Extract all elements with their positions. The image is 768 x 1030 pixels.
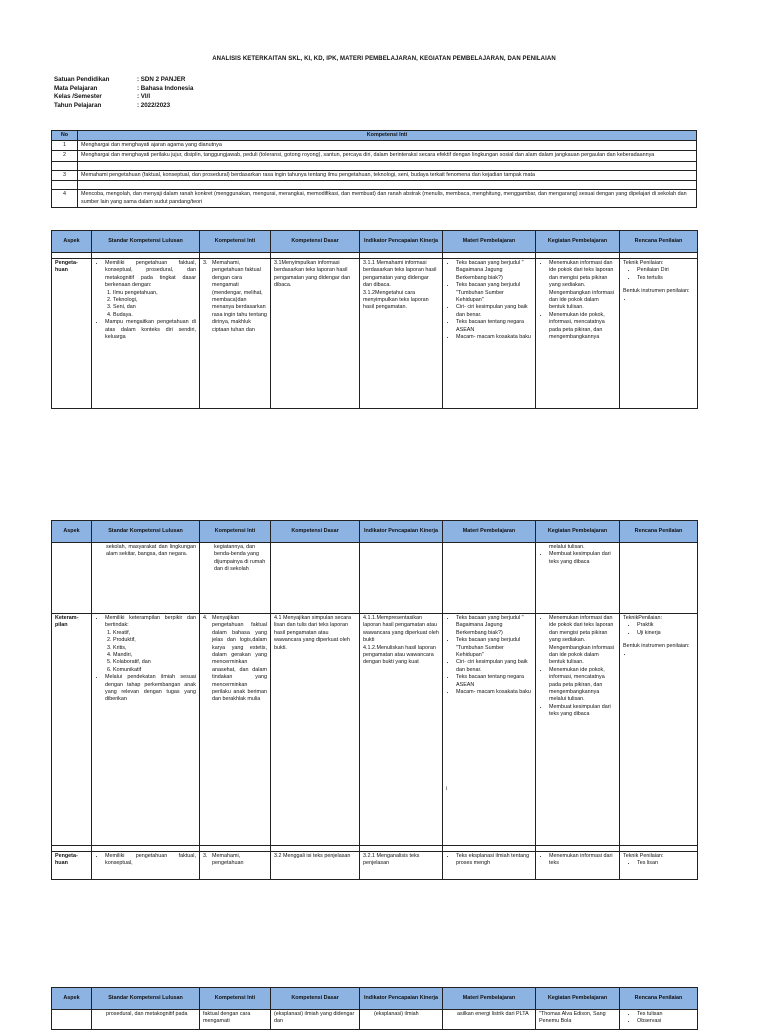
skl-item: • Melalui pendekatan ilmiah sesuai dengan tahap perkembangan anak yang relevan dengan tugas yang diberikan (105, 674, 196, 704)
header-kegiatan: Kegiatan Pembelajaran (536, 231, 620, 253)
cell-ipk (360, 259, 443, 409)
penilaian-item (633, 651, 694, 658)
stray-mark: i (446, 786, 448, 793)
meta-key: Mata Pelajaran (54, 84, 98, 92)
cell-penilaian-cont (620, 1010, 698, 1030)
header-ki: Kompetensi Inti (200, 521, 271, 543)
ki-text: Memahami, pengetahuan faktual dengan cara mengamati (mendengar, melihat, membaca)dan menanya berdasarkan rasa ingin tahu tentang dirinya, makhluk ciptaan tuhan dan (212, 260, 267, 333)
ki-text: Mencoba, mengolah, dan menyaji dalam ranah konkret (menggunakan, mengurai, merangkai, memodifikasi, dan membuat) dan ranah abstrak (menulis, membaca, menghitung, menggambar, dan mengarang) sesuai dengan yang dipelajari di sekolah dan sumber lain yang sama dalam sudut pandang/teori (78, 190, 697, 208)
cell-kegiatan-cont (536, 543, 620, 614)
cell-ipk-cont: (eksplanasi) ilmiah (360, 1010, 443, 1030)
cell-skl-cont: prosedural, dan metakognitif pada (92, 1010, 200, 1030)
header-aspek: Aspek (52, 521, 92, 543)
cell-kegiatan (536, 259, 620, 409)
cell-penilaian (620, 614, 698, 846)
skl-item: • Mampu mengaitkan pengetahuan di atas dalam konteks diri sendiri, keluarga (105, 319, 196, 341)
ki-number: 3. (203, 260, 208, 266)
materi-item: • Macam- macam kosakata baku (456, 334, 532, 341)
materi-item: • Teks bacaan yang berjudul " Bagaimana Jagung Berkembang biak?) (456, 615, 532, 637)
cell-skl (92, 852, 200, 880)
header-kegiatan: Kegiatan Pembelajaran (536, 521, 620, 543)
skl-item: • Memiliki keterampilan berpikir dan bertindak: (105, 615, 196, 630)
ki-no: 4 (52, 190, 78, 208)
penilaian-label: Bentuk instrumen penilaian: (623, 288, 690, 295)
materi-item: • Teks bacaan yang berjudul " Bagaimana Jagung Berkembang biak?) (456, 260, 532, 282)
cell-aspek: Keteram-pilan (52, 614, 92, 846)
kegiatan-item: • Membuat kesimpulan dari teks yang dibaca (549, 551, 616, 566)
penilaian-item: • Penilaian Diri (637, 267, 694, 274)
kegiatan-item: • Membuat kesimpulan dari teks yang dibaca (549, 704, 616, 719)
skl-item: • Memiliki pengetahuan faktual, konseptual, prosedural, dan metakognitif pada tingkat dasar berkenaan dengan: (105, 260, 196, 290)
analysis-table-1 (51, 230, 698, 409)
header-skl: Standar Kompetensi Lulusan (92, 988, 200, 1010)
penilaian-label: Bentuk instrumen penilaian: (623, 643, 690, 650)
ki-number: 4. (203, 615, 208, 621)
header-penilaian: Rencana Penilaian (620, 231, 698, 253)
ki-text: Memahami pengetahuan (faktual, konseptual, dan prosedural) berdasarkan rasa ingin tahunya tentang ilmu pengetahuan, teknologi, seni, budaya terkait fenomena dan kejadian tampak mata (78, 170, 697, 180)
header-penilaian: Rencana Penilaian (620, 521, 698, 543)
ki-no: 1 (52, 141, 78, 151)
skl-subitem: 4. Mandiri, (113, 652, 196, 659)
kegiatan-item: • Menemukan informasi dan ide pokok dari teks laporan dan mengisi peta pikiran yang sediakan. Mengembangkan informasi dan ide pokok dalam bentuk tulisan. (549, 615, 616, 667)
cell-ki-cont: kegiatannya, dan benda-benda yang dijumpainya di rumah dan di sekolah (200, 543, 271, 614)
skl-subitem: 2. Produktif, (113, 637, 196, 644)
materi-item: • Teks bacaan yang berjudul "Tumbuhan Sumber Kehidupan" (456, 637, 532, 659)
penilaian-item: • Tes lisan (637, 860, 694, 867)
cell-kd: 3.2 Menggali isi teks penjelasan (271, 852, 360, 880)
ki-header-text: Kompetensi Inti (78, 131, 697, 141)
ki-number: 3. (203, 853, 208, 859)
kegiatan-item: • Menemukan informasi dan ide pokok dari teks laporan dan mengisi peta pikiran yang sediakan. Mengembangkan informasi dan ide pokok dalam bentuk tulisan. (549, 260, 616, 312)
cell-ipk (360, 614, 443, 846)
cell-kegiatan (536, 614, 620, 846)
kegiatan-item: • Menemukan ide pokok, informasi, mencatatnya pada peta pikiran, dan mengembangkannya (549, 312, 616, 342)
header-materi: Materi Pembelajaran (443, 988, 536, 1010)
ki-header-no: No (52, 131, 78, 141)
ki-text: Memahami, pengetahuan (212, 853, 244, 867)
materi-item: • Teks bacaan yang berjudul "Tumbuhan Sumber Kehidupan" (456, 282, 532, 304)
materi-item: • Ciri- ciri kesimpulan yang baik dan benar. (456, 304, 532, 319)
cell-ki-cont: faktual dengan cara mengamati (200, 1010, 271, 1030)
header-materi: Materi Pembelajaran (443, 231, 536, 253)
cell-materi-cont: asilkan energi listrik dari PLTA (443, 1010, 536, 1030)
skl-subitem: 1. Kreatif, (113, 630, 196, 637)
cell-kd: 3.1Menyimpulkan informasi berdasarkan teks laporan hasil pengamatan yang didengar dan dibaca. (271, 259, 360, 409)
skl-subitem: 6. Komunikatif (113, 667, 196, 674)
meta-value: : 2022/2023 (137, 101, 171, 109)
header-aspek: Aspek (52, 231, 92, 253)
cell-materi (443, 259, 536, 409)
meta-value: : Bahasa Indonesia (137, 84, 194, 92)
meta-key: Kelas /Semester (54, 93, 102, 101)
skl-item: • Memiliki pengetahuan faktual, konseptual, (105, 853, 196, 868)
penilaian-label: Teknik Penilaian: (623, 853, 664, 859)
kegiatan-item: • Menemukan ide pokok, informasi, mencatatnya pada peta pikiran, dan mengembangkannya melalui tulisan. (549, 667, 616, 704)
header-skl: Standar Kompetensi Lulusan (92, 521, 200, 543)
ki-text: Menghargai dan menghayati perilaku jujur, disiplin, tanggungjawab, peduli (toleransi, gotong royong), santun, percaya diri, dalam berinteraksi secara efektif dengan lingkungan sosial dan alam dalam jangkauan pergaulan dan keberadaannya (78, 151, 697, 161)
skl-subitem: 2. Teknologi, (113, 297, 196, 304)
header-ki: Kompetensi Inti (200, 988, 271, 1010)
penilaian-item: • Observasi (637, 1018, 694, 1025)
ki-text: Menyajikan pengetahuan faktual dalam bahasa yang jelas dan logis,dalam karya yang estetis, dalam gerakan yang mencerminkan anasehat, dan dalam tindakan yang mencerminkan perilaku anak beriman dan berakhlak mulia (212, 615, 267, 703)
ipk-item: 3.1.1 Memahami informasi berdasarkan teks laporan hasil pengamatan yang didengar dan dibaca. (363, 260, 437, 289)
cell-kd: 4.1 Menyajikan simpulan secara lisan dan tulis dari teks laporan hasil pengamatan atau wawancara yang diperkuat oleh bukti. (271, 614, 360, 846)
materi-item: • Ciri- ciri kesimpulan yang baik dan benar. (456, 659, 532, 674)
cell-skl-cont: sekolah, masyarakat dan lingkungan alam sekitar, bangsa, dan negara. (92, 543, 200, 614)
header-kegiatan: Kegiatan Pembelajaran (536, 988, 620, 1010)
materi-item: • Teks bacaan tentang negara ASEAN (456, 319, 532, 334)
kegiatan-text: melalui tulisan. (549, 544, 585, 550)
cell-ki (200, 614, 271, 846)
penilaian-item: • Uji kinerja (637, 630, 694, 637)
cell-skl (92, 259, 200, 409)
kegiatan-item: • Menemukan informasi dari teks (549, 853, 616, 868)
meta-key: Tahun Pelajaran (54, 101, 102, 109)
skl-subitem: 3. Kritis, (113, 645, 196, 652)
cell-penilaian (620, 852, 698, 880)
materi-item: • Teks eksplanasi ilmiah tentang proses mengh (456, 853, 532, 868)
document-title: ANALISIS KETERKAITAN SKL, KI, KD, IPK, MATERI PEMBELAJARAN, KEGIATAN PEMBELAJARAN, DAN PENILAIAN (212, 56, 556, 62)
ipk-item: 4.1.1.Mempresentasikan laporan hasil pengamatan atau wawancara yang diperkuat oleh bukti (363, 615, 439, 644)
ki-text: Menghargai dan menghayati ajaran agama yang dianutnya (78, 141, 697, 151)
penilaian-label: Teknik Penilaian: (623, 260, 664, 266)
cell-skl (92, 614, 200, 846)
cell-kd-cont: (eksplanasi) ilmiah yang didengar dan (271, 1010, 360, 1030)
header-aspek: Aspek (52, 988, 92, 1010)
cell-aspek: Pengeta-huan (52, 852, 92, 880)
header-skl: Standar Kompetensi Lulusan (92, 231, 200, 253)
header-ki: Kompetensi Inti (200, 231, 271, 253)
header-kd: Kompetensi Dasar (271, 988, 360, 1010)
skl-subitem: 3. Seni, dan (113, 304, 196, 311)
penilaian-item: • Tes tertulis (637, 275, 694, 282)
penilaian-item: • Praktik (637, 622, 694, 629)
header-kd: Kompetensi Dasar (271, 231, 360, 253)
penilaian-item (633, 296, 694, 303)
meta-value: : VI/I (137, 93, 151, 101)
ipk-item: 4.1.2.Menuliskan hasil laporan pengamatan atau wawancara dengan bukti yang kuat (363, 644, 436, 666)
cell-kegiatan-cont: "Thomas Alva Edison, Sang Penemu Bola (536, 1010, 620, 1030)
cell-ki (200, 259, 271, 409)
skl-subitem: 4. Budaya. (113, 312, 196, 319)
kompetensi-inti-table (51, 130, 697, 208)
cell-ipk: 3.2.1 Menganalisis teks penjelasan (360, 852, 443, 880)
header-ipk: Indikator Pencapaian Kinerja (360, 521, 443, 543)
meta-value: : SDN 2 PANJER (137, 76, 186, 83)
penilaian-item: • Tes tulisan (637, 1011, 694, 1018)
header-kd: Kompetensi Dasar (271, 521, 360, 543)
header-penilaian: Rencana Penilaian (620, 988, 698, 1010)
header-ipk: Indikator Pencapaian Kinerja (360, 988, 443, 1010)
cell-penilaian (620, 259, 698, 409)
ki-no: 2 (52, 151, 78, 161)
cell-materi (443, 852, 536, 880)
penilaian-label: TeknikPenilaian: (623, 615, 662, 621)
ki-no: 3 (52, 170, 78, 180)
cell-aspek: Pengeta-huan (52, 259, 92, 409)
cell-materi (443, 614, 536, 846)
materi-item: • Macam- macam kosakata baku (456, 689, 532, 696)
document-meta (54, 76, 193, 110)
header-ipk: Indikator Pencapaian Kinerja (360, 231, 443, 253)
skl-subitem: 1. Ilmu pengetahuan, (113, 290, 196, 297)
materi-item: • Teks bacaan tentang negara ASEAN (456, 674, 532, 689)
skl-subitem: 5. Kolaboratif, dan (113, 659, 196, 666)
analysis-table-2 (51, 520, 698, 880)
ipk-item: 3.1.2Mengetahui cara menyimpulkan teks laporan hasil pengamatan. (363, 289, 429, 311)
header-materi: Materi Pembelajaran (443, 521, 536, 543)
cell-kegiatan (536, 852, 620, 880)
cell-ki (200, 852, 271, 880)
meta-key: Satuan Pendidikan (54, 76, 110, 83)
